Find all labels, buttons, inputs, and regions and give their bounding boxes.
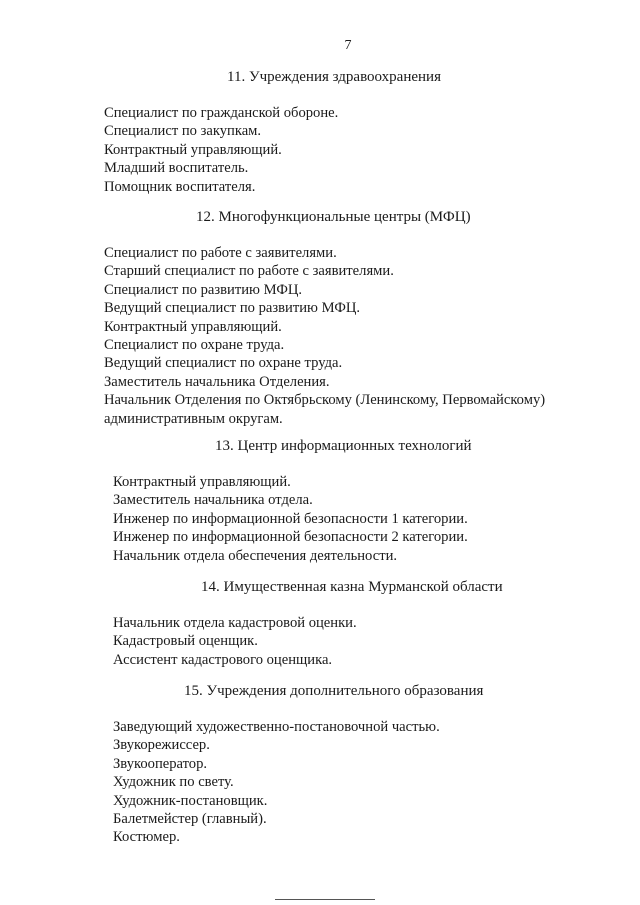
list-item: Звукооператор. xyxy=(113,755,208,772)
list-item: административным округам. xyxy=(104,410,283,427)
list-item: Инженер по информационной безопасности 2 категории. xyxy=(113,529,468,546)
list-item: Помощник воспитателя. xyxy=(104,178,256,195)
list-item: Начальник отдела обеспечения деятельности. xyxy=(113,547,398,564)
section-healthcare xyxy=(0,68,640,196)
position-list xyxy=(0,614,640,669)
section-property-treasury xyxy=(0,578,640,669)
position-list xyxy=(0,104,640,196)
position-list xyxy=(0,718,640,847)
list-item: Заместитель начальника отдела. xyxy=(113,492,313,509)
section-heading: 14. Имущественная казна Мурманской области xyxy=(201,579,503,595)
section-it-center xyxy=(0,437,640,565)
section-heading: 13. Центр информационных технологий xyxy=(215,438,472,454)
list-item: Ведущий специалист по охране труда. xyxy=(104,355,343,372)
list-item: Специалист по закупкам. xyxy=(104,123,262,140)
section-heading: 12. Многофункциональные центры (МФЦ) xyxy=(196,209,471,225)
section-mfc xyxy=(0,208,640,428)
section-heading: 15. Учреждения дополнительного образования xyxy=(184,683,484,699)
list-item: Контрактный управляющий. xyxy=(113,474,291,490)
list-item: Старший специалист по работе с заявителями. xyxy=(104,263,394,280)
list-item: Начальник отдела кадастровой оценки. xyxy=(113,615,357,631)
list-item: Звукорежиссер. xyxy=(113,737,210,754)
list-item: Начальник Отделения по Октябрьскому (Ленинскому, Первомайскому) xyxy=(104,392,546,409)
section-additional-education xyxy=(0,682,640,847)
page-number: 7 xyxy=(344,38,352,53)
list-item: Контрактный управляющий. xyxy=(104,318,282,335)
list-item: Заведующий художественно-постановочной частью. xyxy=(113,719,440,735)
list-item: Младший воспитатель. xyxy=(104,160,249,177)
list-item: Специалист по развитию МФЦ. xyxy=(104,281,303,298)
list-item: Контрактный управляющий. xyxy=(104,141,282,158)
list-item: Художник-постановщик. xyxy=(113,792,268,809)
list-item: Ассистент кадастрового оценщика. xyxy=(113,651,333,668)
footer-divider xyxy=(275,899,375,900)
list-item: Балетмейстер (главный). xyxy=(113,811,267,828)
list-item: Художник по свету. xyxy=(113,774,234,791)
list-item: Костюмер. xyxy=(113,829,180,846)
list-item: Инженер по информационной безопасности 1 категории. xyxy=(113,510,468,527)
position-list xyxy=(0,473,640,565)
list-item: Ведущий специалист по развитию МФЦ. xyxy=(104,300,361,317)
position-list xyxy=(0,244,640,428)
list-item: Кадастровый оценщик. xyxy=(113,633,258,650)
list-item: Специалист по охране труда. xyxy=(104,337,285,354)
section-heading: 11. Учреждения здравоохранения xyxy=(227,69,441,85)
list-item: Заместитель начальника Отделения. xyxy=(104,373,330,390)
list-item: Специалист по работе с заявителями. xyxy=(104,245,337,261)
list-item: Специалист по гражданской обороне. xyxy=(104,105,339,121)
